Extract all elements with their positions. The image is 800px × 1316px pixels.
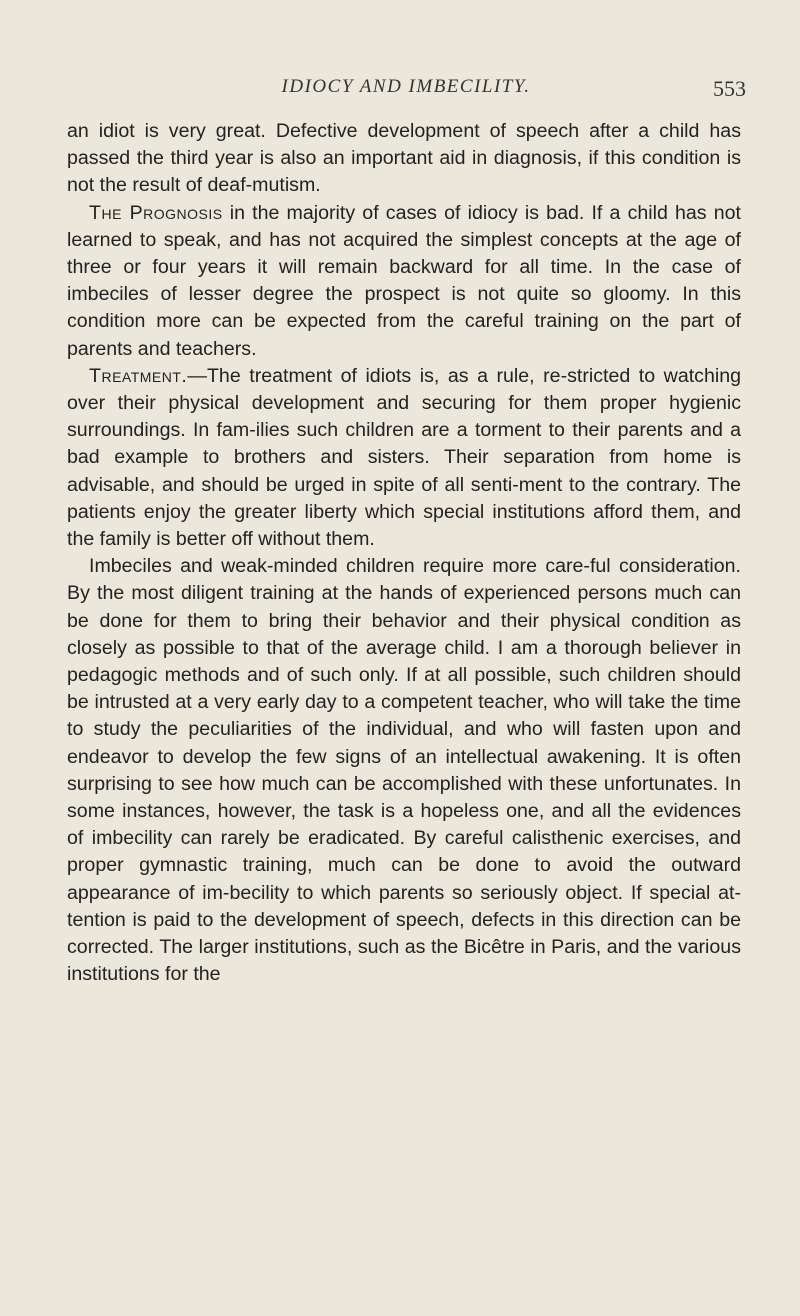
running-title: IDIOCY AND IMBECILITY. [281,76,531,97]
paragraph-continuation [67,118,741,200]
body-text [67,118,741,989]
section-lead-prognosis: The Prognosis [89,201,223,224]
page-number: 553 [713,76,746,101]
page-header [66,76,746,106]
paragraph-text: —The treatment of idiots is, as a rule, re-stricted to watching over their physical development and securing for them proper hygienic surroundings. In fam-ilies such children are a torment to their parents and a bad example to brothers and sisters. Their separation from home is advisable, and should be urged in spite of all senti-ment to the contrary. The patients enjoy the greater liberty which special institutions afford them, and the family is better off without them. [67,364,741,551]
paragraph-text: Imbeciles and weak-minded children require more care-ful consideration. By the most diligent training at the hands of experienced persons much can be done for them to bring their behavior and their physical condition as closely as possible to that of the average child. I am a thorough believer in pedagogic methods and of such only. If at all possible, such children should be intrusted at a very early day to a competent teacher, who will take the time to study the peculiarities of the individual, and who will fasten upon and endeavor to develop the few signs of an intellectual awakening. It is often surprising to see how much can be accomplished with these unfortunates. In some instances, however, the task is a hopeless one, and all the evidences of imbecility can rarely be eradicated. By careful calisthenic exercises, and proper gymnastic training, much can be done to avoid the outward appearance of im-becility to which parents so seriously object. If special at-tention is paid to the development of speech, defects in this direction can be corrected. The larger institutions, such as the Bicêtre in Paris, and the various institutions for the [67,555,741,986]
paragraph-imbeciles [67,553,741,988]
paragraph-text: an idiot is very great. Defective development of speech after a child has passed the third year is also an important aid in diagnosis, if this condition is not the result of deaf-mutism. [67,120,741,197]
paragraph-text: in the majority of cases of idiocy is bad. If a child has not learned to speak, and has not acquired the simplest concepts at the age of three or four years it will remain backward for all time. In the case of imbeciles of lesser degree the prospect is not quite so gloomy. In this condition more can be expected from the careful training on the part of parents and teachers. [67,201,742,360]
section-lead-treatment: Treatment. [89,364,188,387]
paragraph-treatment [67,363,741,553]
paragraph-prognosis [67,200,741,363]
